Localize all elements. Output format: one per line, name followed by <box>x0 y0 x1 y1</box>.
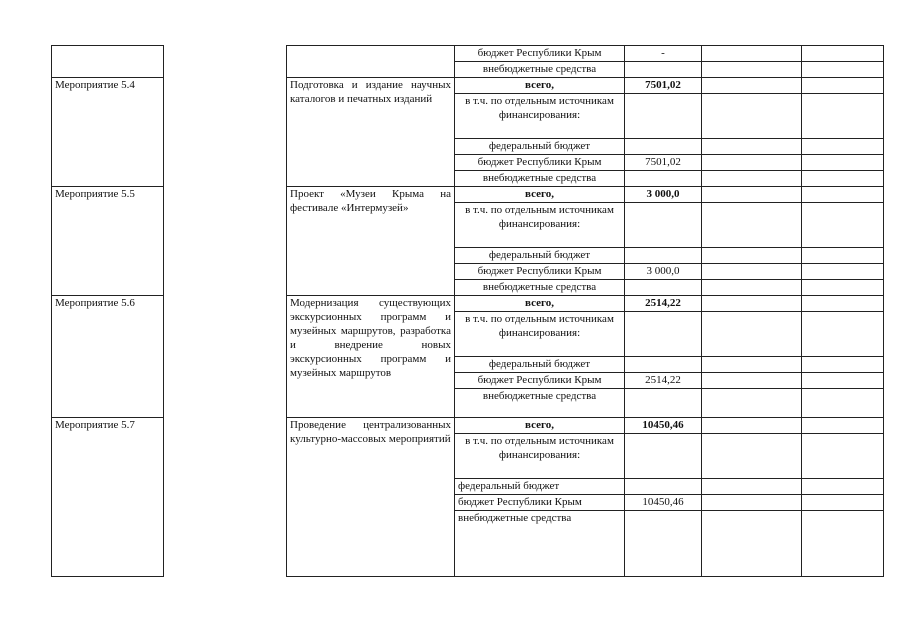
empty-cell <box>802 139 884 155</box>
funding-value <box>625 479 702 495</box>
empty-cell <box>702 203 802 248</box>
table-row <box>52 187 884 203</box>
funding-value <box>625 434 702 479</box>
table-row <box>52 78 884 94</box>
event-label-cell: Мероприятие 5.7 <box>52 418 164 577</box>
event-label-cell: Мероприятие 5.4 <box>52 78 164 187</box>
funding-value: 10450,46 <box>625 418 702 434</box>
empty-cell <box>802 62 884 78</box>
funding-source: внебюджетные средства <box>455 280 625 296</box>
empty-cell <box>802 264 884 280</box>
empty-cell <box>702 94 802 139</box>
funding-source: в т.ч. по отдельным источникам финансирования: <box>455 434 625 479</box>
empty-cell <box>802 389 884 418</box>
funding-source: бюджет Республики Крым <box>455 495 625 511</box>
empty-cell <box>702 296 802 312</box>
empty-cell <box>702 495 802 511</box>
empty-cell <box>802 187 884 203</box>
empty-cell <box>802 248 884 264</box>
funding-value <box>625 312 702 357</box>
funding-source: бюджет Республики Крым <box>455 155 625 171</box>
empty-cell <box>702 434 802 479</box>
empty-cell <box>802 46 884 62</box>
empty-cell <box>702 248 802 264</box>
empty-cell <box>702 280 802 296</box>
funding-value <box>625 357 702 373</box>
empty-cell <box>802 373 884 389</box>
funding-value: 7501,02 <box>625 78 702 94</box>
gap-cell <box>164 187 287 296</box>
empty-cell <box>802 280 884 296</box>
funding-source: в т.ч. по отдельным источникам финансирования: <box>455 203 625 248</box>
funding-value <box>625 139 702 155</box>
funding-source: внебюджетные средства <box>455 389 625 418</box>
funding-value <box>625 248 702 264</box>
funding-value: 3 000,0 <box>625 187 702 203</box>
funding-source: бюджет Республики Крым <box>455 373 625 389</box>
empty-cell <box>802 155 884 171</box>
table-row <box>52 418 884 434</box>
table-row <box>52 296 884 312</box>
empty-cell <box>802 479 884 495</box>
empty-cell <box>702 62 802 78</box>
funding-value <box>625 62 702 78</box>
empty-cell <box>802 94 884 139</box>
gap-cell <box>164 46 287 78</box>
funding-value: 7501,02 <box>625 155 702 171</box>
empty-cell <box>802 495 884 511</box>
funding-source: в т.ч. по отдельным источникам финансирования: <box>455 94 625 139</box>
funding-source: всего, <box>455 187 625 203</box>
funding-value: 2514,22 <box>625 296 702 312</box>
event-label-cell: Мероприятие 5.5 <box>52 187 164 296</box>
empty-cell <box>702 389 802 418</box>
empty-cell <box>702 187 802 203</box>
funding-value: 10450,46 <box>625 495 702 511</box>
empty-cell <box>702 373 802 389</box>
funding-source: бюджет Республики Крым <box>455 46 625 62</box>
empty-cell <box>702 418 802 434</box>
event-name-cell <box>287 46 455 78</box>
empty-cell <box>702 511 802 577</box>
event-name-cell: Проведение централизованных культурно-массовых мероприятий <box>287 418 455 577</box>
empty-cell <box>702 155 802 171</box>
funding-source: бюджет Республики Крым <box>455 264 625 280</box>
empty-cell <box>802 312 884 357</box>
empty-cell <box>802 78 884 94</box>
funding-value <box>625 94 702 139</box>
funding-value: - <box>625 46 702 62</box>
event-name-cell: Подготовка и издание научных каталогов и печатных изданий <box>287 78 455 187</box>
funding-source: всего, <box>455 418 625 434</box>
empty-cell <box>802 418 884 434</box>
empty-cell <box>702 357 802 373</box>
funding-source: внебюджетные средства <box>455 62 625 78</box>
funding-value <box>625 171 702 187</box>
empty-cell <box>802 171 884 187</box>
funding-value: 3 000,0 <box>625 264 702 280</box>
empty-cell <box>702 46 802 62</box>
funding-value <box>625 389 702 418</box>
event-label-cell: Мероприятие 5.6 <box>52 296 164 418</box>
empty-cell <box>802 434 884 479</box>
empty-cell <box>702 78 802 94</box>
funding-source: в т.ч. по отдельным источникам финансирования: <box>455 312 625 357</box>
funding-source: федеральный бюджет <box>455 248 625 264</box>
empty-cell <box>802 296 884 312</box>
event-name-cell: Проект «Музеи Крыма на фестивале «Интермузей» <box>287 187 455 296</box>
empty-cell <box>702 264 802 280</box>
funding-source: внебюджетные средства <box>455 511 625 577</box>
funding-table <box>51 45 884 577</box>
empty-cell <box>802 511 884 577</box>
table-row <box>52 46 884 62</box>
funding-value <box>625 511 702 577</box>
funding-value <box>625 203 702 248</box>
gap-cell <box>164 296 287 418</box>
gap-cell <box>164 78 287 187</box>
funding-source: всего, <box>455 78 625 94</box>
funding-source: федеральный бюджет <box>455 139 625 155</box>
event-name-cell: Модернизация существующих экскурсионных программ и музейных маршрутов, разработка и внедрение новых экскурсионных программ и музейных маршрутов <box>287 296 455 418</box>
funding-source: всего, <box>455 296 625 312</box>
empty-cell <box>702 312 802 357</box>
empty-cell <box>802 357 884 373</box>
empty-cell <box>702 139 802 155</box>
empty-cell <box>802 203 884 248</box>
event-label-cell <box>52 46 164 78</box>
empty-cell <box>702 171 802 187</box>
funding-source: федеральный бюджет <box>455 357 625 373</box>
gap-cell <box>164 418 287 577</box>
funding-source: федеральный бюджет <box>455 479 625 495</box>
empty-cell <box>702 479 802 495</box>
funding-value: 2514,22 <box>625 373 702 389</box>
funding-source: внебюджетные средства <box>455 171 625 187</box>
funding-value <box>625 280 702 296</box>
